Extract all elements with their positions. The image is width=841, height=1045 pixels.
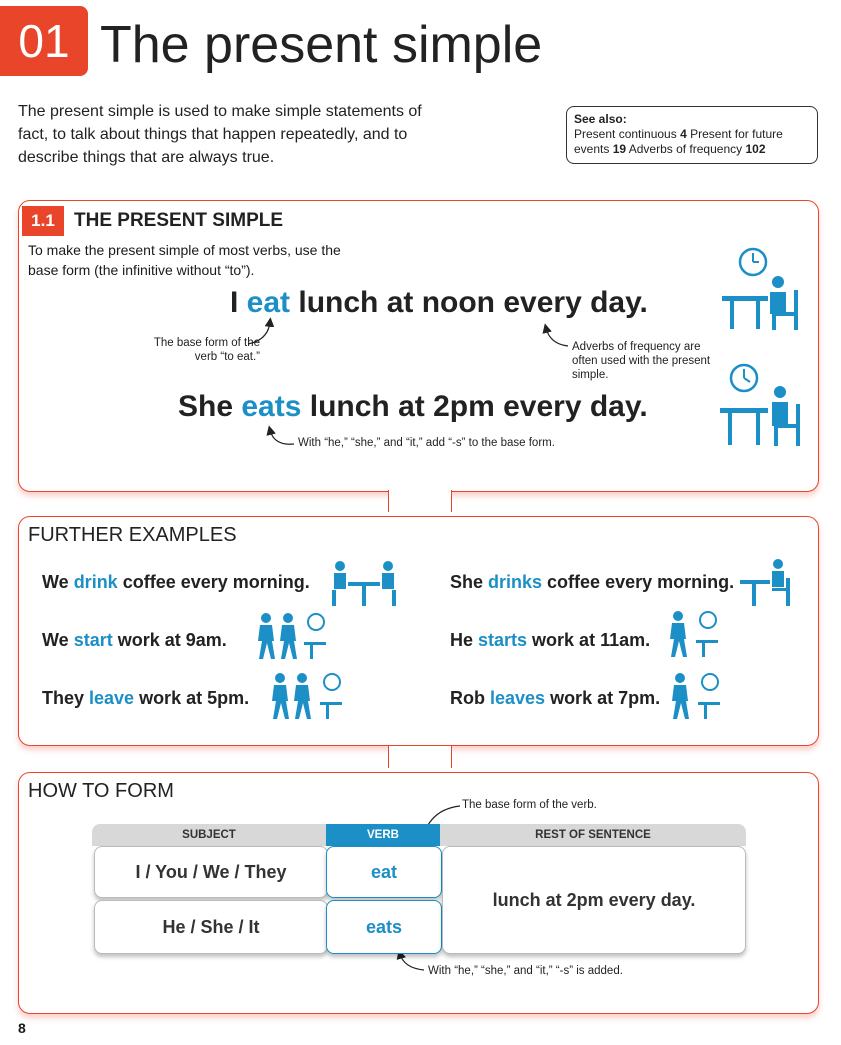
example-sentence: He starts work at 11am. — [450, 630, 651, 650]
sentence-verb: eat — [246, 286, 291, 319]
sentence-rest: lunch at 2pm every day. — [301, 390, 648, 423]
annotation-add-s: With “he,” “she,” and “it,” add “-s” to the base form. — [298, 437, 555, 449]
subject-cell: I / You / We / They — [94, 846, 328, 898]
see-also-page: 19 — [612, 142, 627, 156]
verb-cell: eat — [326, 846, 442, 898]
people-walking-to-work-icon — [254, 612, 330, 662]
column-header-subject: SUBJECT — [92, 824, 326, 846]
panel-connector — [388, 490, 452, 512]
person-eating-at-noon-icon — [720, 244, 800, 334]
sentence-subject: I — [230, 286, 247, 319]
see-also-box — [566, 106, 818, 164]
people-leaving-work-icon — [268, 672, 346, 724]
example-sentence: We start work at 9am. — [42, 630, 227, 650]
person-eating-at-2pm-icon — [718, 362, 802, 452]
example-sentence — [178, 390, 648, 424]
see-also-page: 4 — [680, 127, 687, 141]
sentence-subject: She — [178, 390, 242, 423]
person-walking-to-work-icon — [666, 610, 722, 662]
example-sentence: We drink coffee every morning. — [42, 572, 310, 592]
column-header-verb: VERB — [326, 824, 440, 846]
section-title: FURTHER EXAMPLES — [28, 524, 237, 546]
unit-title: The present simple — [100, 16, 543, 74]
person-leaving-work-icon — [668, 672, 724, 724]
rest-of-sentence-cell: lunch at 2pm every day. — [442, 846, 746, 954]
annotation-add-s: With “he,” “she,” and “it,” “-s” is added. — [428, 965, 623, 977]
example-sentence: Rob leaves work at 7pm. — [450, 688, 661, 708]
example-sentence: They leave work at 5pm. — [42, 688, 250, 708]
page-number: 8 — [18, 1020, 26, 1036]
annotation-base-form: The base form of the verb “to eat.” — [153, 337, 260, 363]
annotation-base-form: The base form of the verb. — [462, 799, 597, 811]
section-title: THE PRESENT SIMPLE — [74, 210, 284, 231]
example-sentence — [230, 286, 648, 320]
see-also-link[interactable]: Present continuous — [574, 127, 681, 141]
panel-connector — [388, 746, 452, 768]
column-header-rest: REST OF SENTENCE — [440, 824, 746, 846]
example-sentence: She drinks coffee every morning. — [450, 572, 735, 592]
sentence-rest: lunch at noon every day. — [290, 286, 648, 319]
people-drinking-coffee-icon — [330, 560, 400, 608]
section-title: HOW TO FORM — [28, 780, 174, 802]
see-also-label: See also: — [574, 112, 627, 126]
unit-number-badge: 01 — [0, 6, 88, 76]
section-description: To make the present simple of most verbs, use the base form (the infinitive without “to”). — [28, 242, 341, 278]
subject-cell: He / She / It — [94, 900, 328, 954]
person-drinking-coffee-icon — [738, 558, 792, 608]
annotation-adverbs: Adverbs of frequency are often used with the present simple. — [572, 341, 711, 381]
sentence-verb: eats — [241, 390, 302, 423]
see-also-link[interactable]: Present for future — [686, 127, 783, 141]
see-also-page: 102 — [745, 142, 766, 156]
intro-text: The present simple is used to make simple statements of fact, to talk about things that happen repeatedly, and to describe things that are always true. — [18, 103, 422, 166]
see-also-link[interactable]: events — [574, 142, 613, 156]
section-number: 1.1 — [22, 206, 64, 236]
verb-cell: eats — [326, 900, 442, 954]
see-also-link[interactable]: Adverbs of frequency — [626, 142, 746, 156]
